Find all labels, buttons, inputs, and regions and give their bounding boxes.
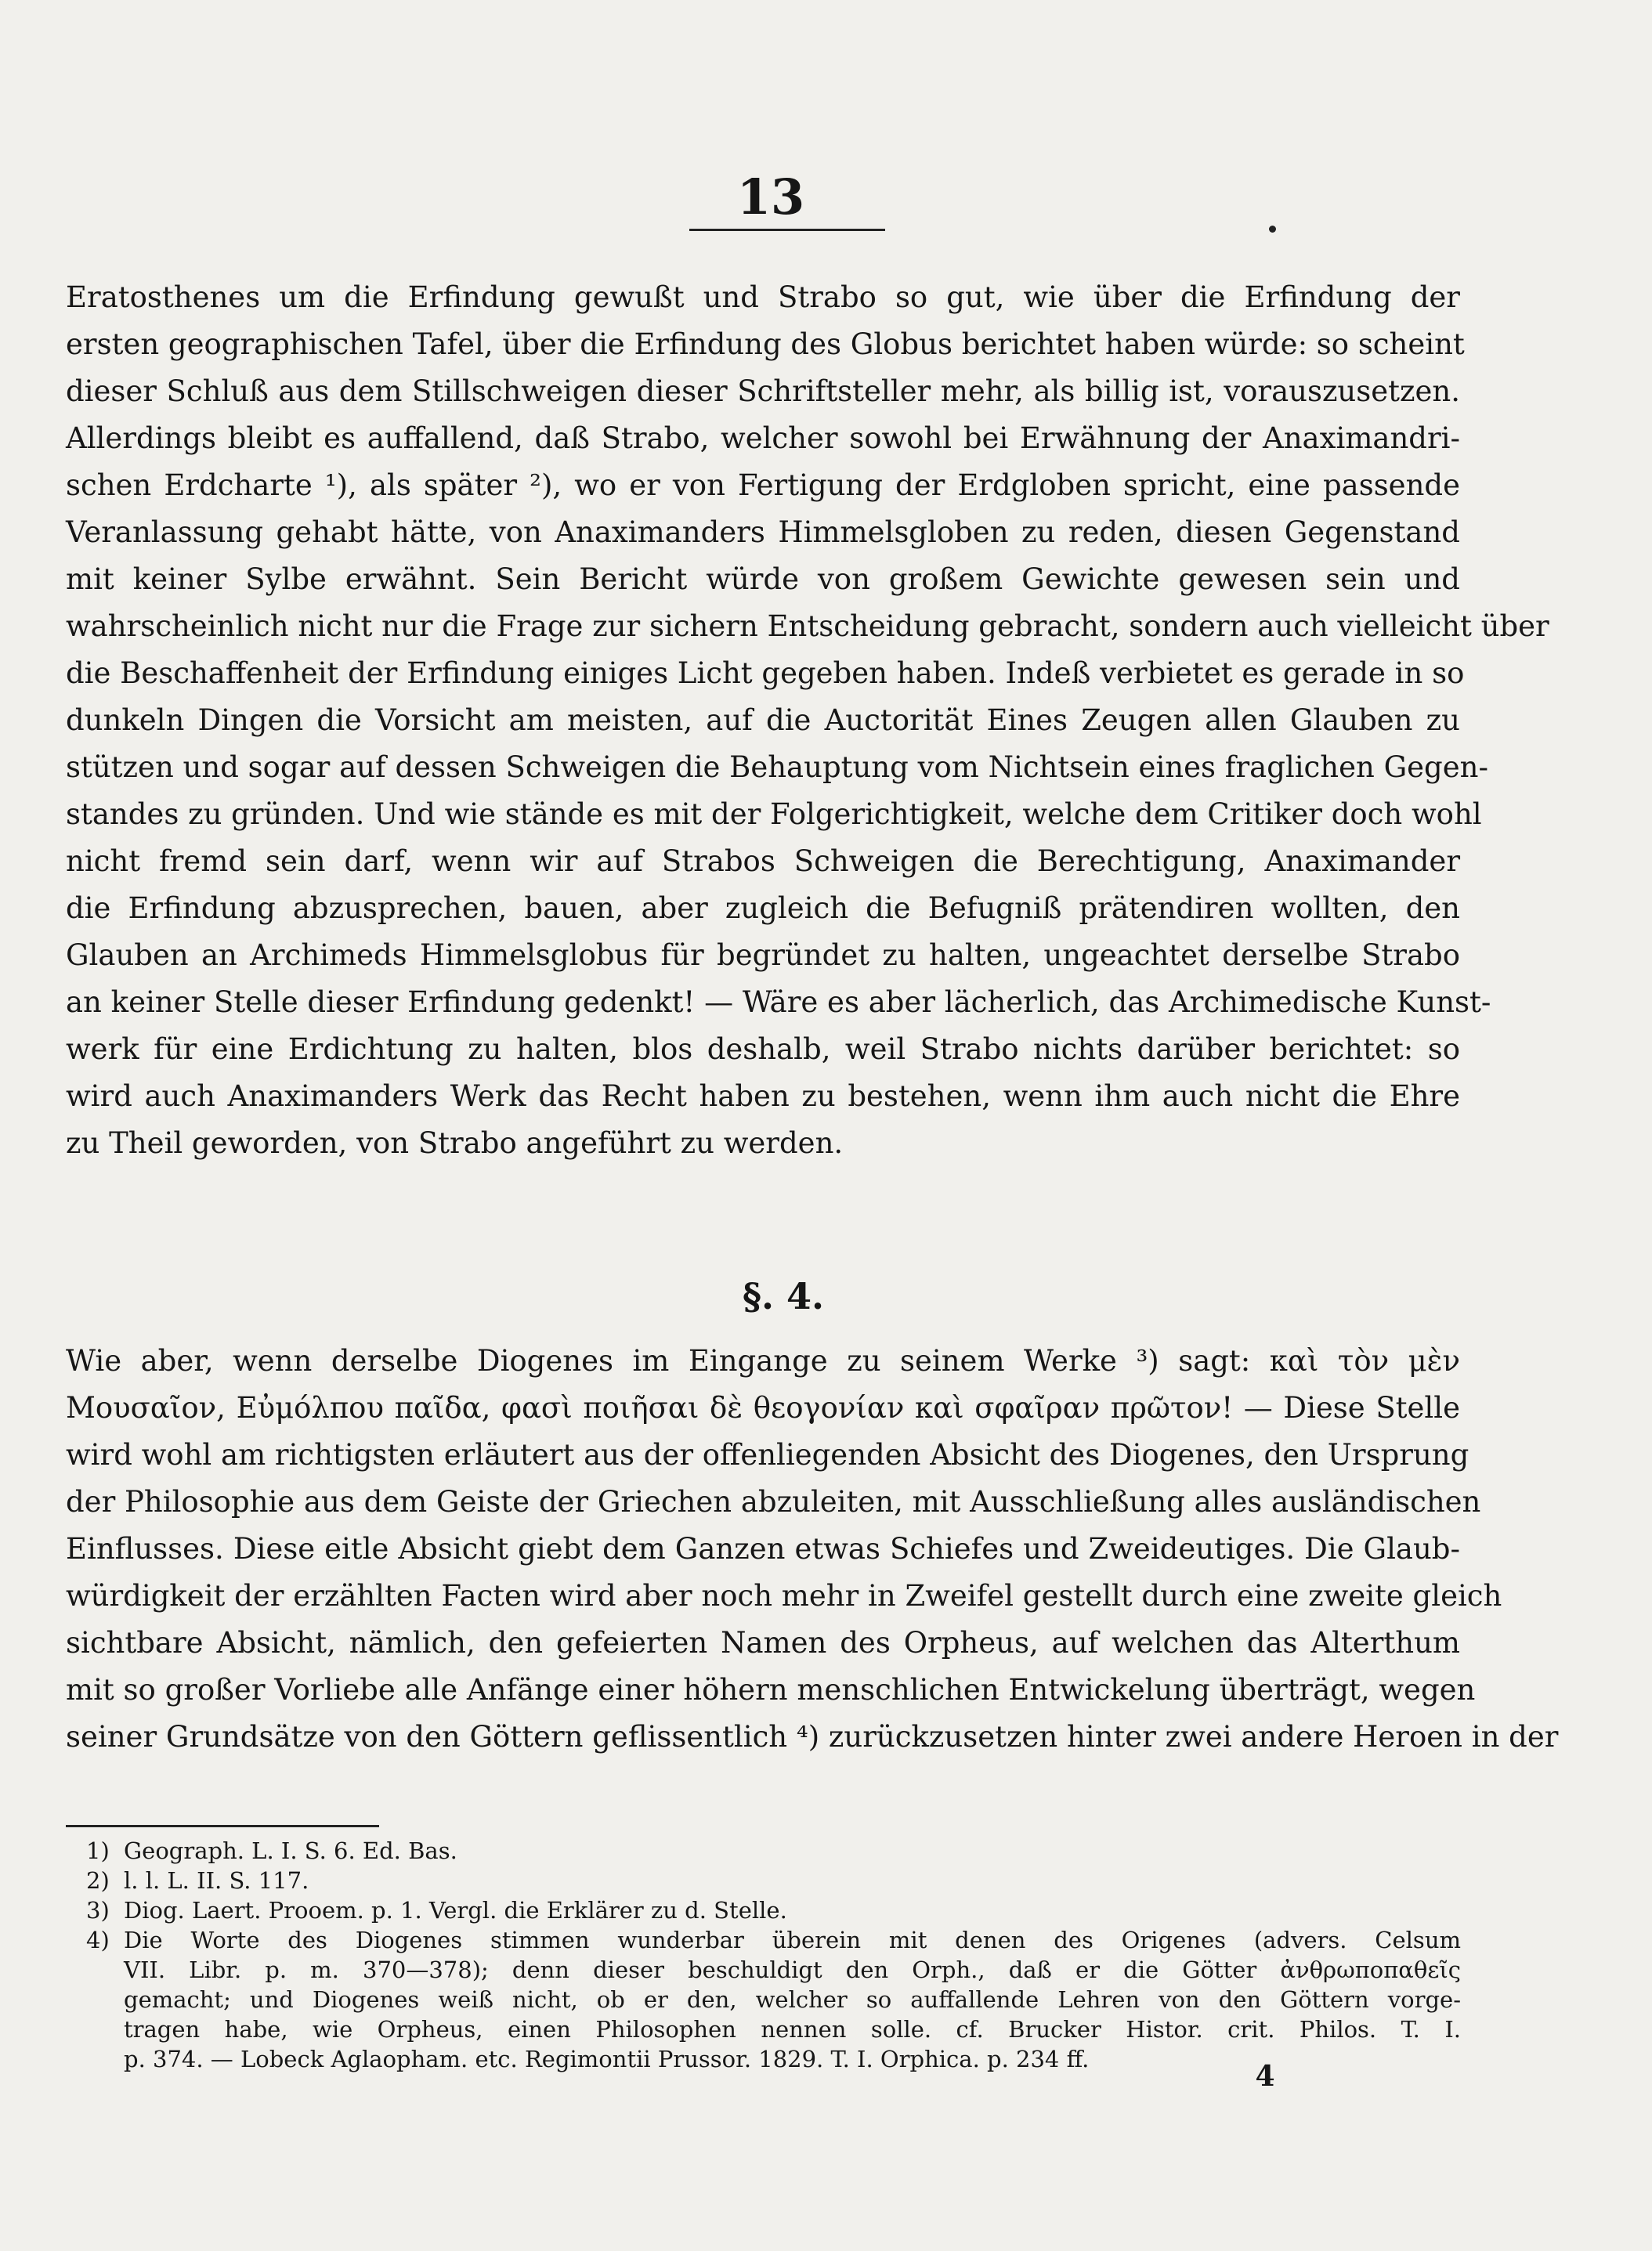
footnote-text: Die Worte des Diogenes stimmen wunderbar überein mit denen des Origenes (advers. Celsum — [124, 1927, 1461, 1953]
footnote-2 — [86, 1866, 1461, 1895]
text-line: Allerdings bleibt es auffallend, daß Strabo, welcher sowohl bei Erwähnung der Anaximandri- — [66, 421, 1460, 455]
text-line: standes zu gründen. Und wie stände es mit der Folgerichtigkeit, welche dem Critiker doch wohl — [66, 797, 1482, 831]
text-line: würdigkeit der erzählten Facten wird aber noch mehr in Zweifel gestellt durch eine zweite gleich — [66, 1579, 1502, 1613]
text-line: wahrscheinlich nicht nur die Frage zur sichern Entscheidung gebracht, sondern auch vielleicht über — [66, 609, 1549, 643]
text-line: mit so großer Vorliebe alle Anfänge einer höhern menschlichen Entwickelung überträgt, wegen — [66, 1673, 1476, 1707]
text-line: ersten geographischen Tafel, über die Erfindung des Globus berichtet haben würde: so scheint — [66, 327, 1465, 361]
text-line: Einflusses. Diese eitle Absicht giebt dem Ganzen etwas Schiefes und Zweideutiges. Die Glaub- — [66, 1532, 1460, 1566]
footnote-rule — [66, 1825, 379, 1827]
text-line: die Erfindung abzusprechen, bauen, aber zugleich die Befugniß prätendiren wollten, den — [66, 891, 1460, 925]
footnote-1 — [86, 1836, 1461, 1866]
footnote-line: gemacht; und Diogenes weiß nicht, ob er den, welcher so auffallende Lehren von den Göttern vorge- — [124, 1986, 1461, 2013]
text-line: Glauben an Archimeds Himmelsglobus für begründet zu halten, ungeachtet derselbe Strabo — [66, 938, 1460, 972]
footnote-mark: 3) — [86, 1897, 110, 1924]
text-line: Eratosthenes um die Erfindung gewußt und Strabo so gut, wie über die Erfindung der — [66, 280, 1460, 314]
footnote-text: Geograph. L. I. S. 6. Ed. Bas. — [124, 1837, 457, 1864]
text-line: dunkeln Dingen die Vorsicht am meisten, auf die Auctorität Eines Zeugen allen Glauben zu — [66, 703, 1460, 737]
footnotes — [86, 1836, 1461, 2074]
text-line: seiner Grundsätze von den Göttern geflissentlich ⁴) zurückzusetzen hinter zwei andere Heroen in der — [66, 1720, 1559, 1754]
text-line: mit keiner Sylbe erwähnt. Sein Bericht würde von großem Gewichte gewesen sein und — [66, 562, 1460, 596]
text-line: Veranlassung gehabt hätte, von Anaximanders Himmelsgloben zu reden, diesen Gegenstand — [66, 515, 1460, 549]
text-line: der Philosophie aus dem Geiste der Griechen abzuleiten, mit Ausschließung alles ausländischen — [66, 1485, 1481, 1519]
footnote-line: VII. Libr. p. m. 370—378); denn dieser beschuldigt den Orph., daß er die Götter ἀνθρωποπαθεῖς — [124, 1957, 1461, 1983]
header-rule — [689, 229, 885, 231]
footnote-mark: 4) — [86, 1927, 110, 1953]
text-line: an keiner Stelle dieser Erfindung gedenkt! — Wäre es aber lächerlich, das Archimedische Kunst- — [66, 985, 1491, 1019]
text-line: Wie aber, wenn derselbe Diogenes im Eingange zu seinem Werke ³) sagt: καὶ τὸν μὲν — [66, 1344, 1460, 1378]
section-heading: §. 4. — [742, 1275, 825, 1317]
text-line: stützen und sogar auf dessen Schweigen die Behauptung vom Nichtsein eines fraglichen Gegen- — [66, 750, 1488, 784]
footnote-line: tragen habe, wie Orpheus, einen Philosophen nennen solle. cf. Brucker Histor. crit. Philos. T. I. — [124, 2016, 1461, 2043]
footnote-text: Diog. Laert. Prooem. p. 1. Vergl. die Erklärer zu d. Stelle. — [124, 1897, 787, 1924]
text-line: werk für eine Erdichtung zu halten, blos deshalb, weil Strabo nichts darüber berichtet: so — [66, 1032, 1460, 1066]
footnote-4 — [86, 1925, 1461, 1955]
paragraph-2 — [66, 1338, 1559, 1761]
paragraph-1 — [66, 274, 1549, 1167]
text-line: dieser Schluß aus dem Stillschweigen dieser Schriftsteller mehr, als billig ist, vorauszusetzen. — [66, 374, 1460, 408]
text-line: Μουσαῖον, Εὐμόλπου παῖδα, φασὶ ποιῆσαι δὲ θεογονίαν καὶ σφαῖραν πρῶτον! — Diese Stelle — [66, 1391, 1460, 1425]
text-line: wird auch Anaximanders Werk das Recht haben zu bestehen, wenn ihm auch nicht die Ehre — [66, 1079, 1460, 1113]
footnote-3 — [86, 1895, 1461, 1925]
text-line: sichtbare Absicht, nämlich, den gefeierten Namen des Orpheus, auf welchen das Alterthum — [66, 1626, 1460, 1660]
footnote-mark: 2) — [86, 1867, 110, 1894]
footnote-line: p. 374. — Lobeck Aglaopham. etc. Regimontii Prussor. 1829. T. I. Orphica. p. 234 ff. — [124, 2046, 1090, 2072]
text-line: zu Theil geworden, von Strabo angeführt zu werden. — [66, 1126, 844, 1160]
header-dot — [1269, 226, 1276, 233]
footnote-text: l. l. L. II. S. 117. — [124, 1867, 309, 1894]
footnote-mark: 1) — [86, 1837, 110, 1864]
text-line: die Beschaffenheit der Erfindung einiges Licht gegeben haben. Indeß verbietet es gerade in so — [66, 656, 1465, 690]
text-line: schen Erdcharte ¹), als später ²), wo er von Fertigung der Erdgloben spricht, eine passende — [66, 468, 1460, 502]
signature-mark: 4 — [1255, 2060, 1275, 2093]
text-line: wird wohl am richtigsten erläutert aus der offenliegenden Absicht des Diogenes, den Ursprung — [66, 1438, 1469, 1472]
page-number: 13 — [736, 168, 805, 226]
text-line: nicht fremd sein darf, wenn wir auf Strabos Schweigen die Berechtigung, Anaximander — [66, 844, 1460, 878]
